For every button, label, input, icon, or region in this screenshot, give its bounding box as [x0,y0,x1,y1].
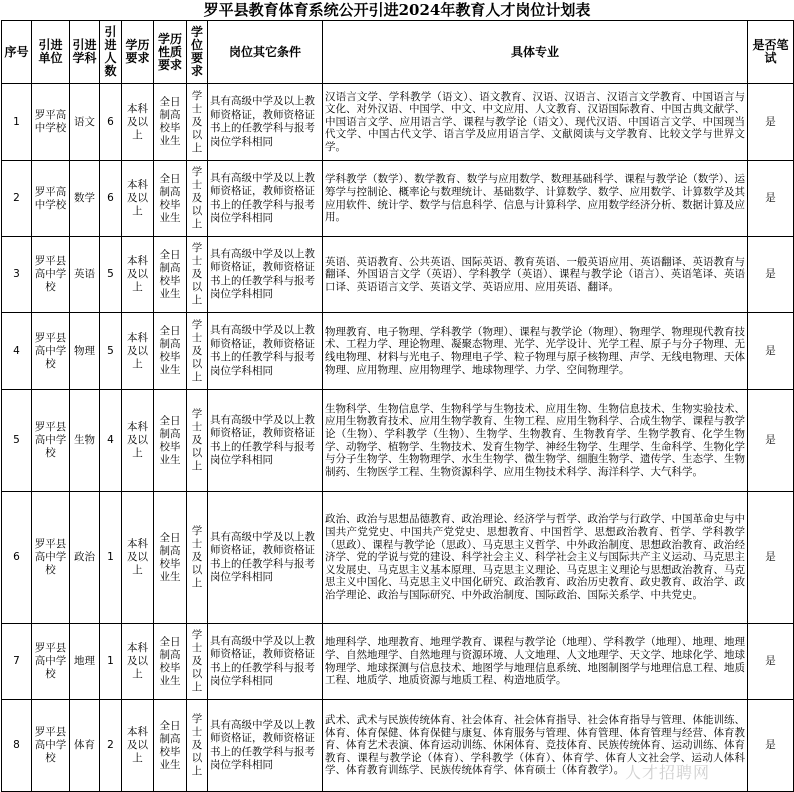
header-exam: 是否笔试 [748,21,794,84]
row-conditions: 具有高级中学及以上教师资格证，教师资格证书上的任教学科与报考岗位学科相同 [208,492,323,624]
row-count: 5 [100,237,122,313]
row-subject: 生物 [70,390,100,492]
row-edu-type: 全日制高校毕业生 [154,390,187,492]
table-row [2,84,794,161]
row-edu-type: 全日制高校毕业生 [154,237,187,313]
row-edu: 本科及以上 [122,161,154,237]
row-subject: 数学 [70,161,100,237]
row-unit: 罗平高中学校 [32,161,70,237]
header-edu: 学历要求 [122,21,154,84]
row-no: 3 [2,237,32,313]
row-count: 6 [100,161,122,237]
row-exam: 是 [748,161,794,237]
row-edu-type: 全日制高校毕业生 [154,700,187,792]
table-row [2,237,794,313]
row-conditions: 具有高级中学及以上教师资格证，教师资格证书上的任教学科与报考岗位学科相同 [208,161,323,237]
row-conditions: 具有高级中学及以上教师资格证，教师资格证书上的任教学科与报考岗位学科相同 [208,84,323,161]
row-conditions: 具有高级中学及以上教师资格证，教师资格证书上的任教学科与报考岗位学科相同 [208,624,323,700]
row-exam: 是 [748,492,794,624]
table-row [2,390,794,492]
row-edu: 本科及以上 [122,84,154,161]
row-edu-type: 全日制高校毕业生 [154,84,187,161]
row-major: 学科教学（数学）、数学教育、数学与应用数学、数理基础科学、课程与教学论（数学）、运筹学与控制论、概率论与数理统计、基础数学、计算数学、数学、应用数学、计算数学及其应用软件、统计学、数学与信息科学、信息与计算科学、应用数学经济分析、数据计算及应用。 [323,161,748,237]
row-major: 生物科学、生物信息学、生物科学与生物技术、应用生物、生物信息技术、生物实验技术、应用生物教育技术、应用生物学教育、生物工程、应用生物科学、合成生物学、课程与教学论（生物）、学科教学（生物）、生物学、生物教育、生物教育学、生物学教育、化学生物学、动物学、植物学、生物技术、发育生物学、神经生物学、生理学、生命科学、生物化学与分子生物学、生物物理学、水生生物学、微生物学、细胞生物学、遗传学、生态学、生物制药、生物医学工程、生物资源科学、应用生物技术科学、海洋科学、大气科学。 [323,390,748,492]
header-degree: 学位要求 [187,21,208,84]
header-major: 具体专业 [323,21,748,84]
table-row [2,161,794,237]
row-degree: 学士及以上 [187,237,208,313]
row-edu: 本科及以上 [122,313,154,390]
header-no: 序号 [2,21,32,84]
row-subject: 体育 [70,700,100,792]
row-exam: 是 [748,624,794,700]
row-no: 2 [2,161,32,237]
row-unit: 罗平县高中学校 [32,492,70,624]
row-no: 1 [2,84,32,161]
row-exam: 是 [748,237,794,313]
row-major: 物理教育、电子物理、学科教学（物理）、课程与教学论（物理）、物理学、物理现代教育技术、工程力学、理论物理、凝聚态物理、光学、光学设计、光学工程、原子与分子物理、无线电物理、材料与光电子、物理电子学、粒子物理与原子核物理、声学、无线电物理、天体物理、应用物理、应用物理学、地球物理学、力学、空间物理学。 [323,313,748,390]
row-conditions: 具有高级中学及以上教师资格证，教师资格证书上的任教学科与报考岗位学科相同 [208,390,323,492]
header-count: 引进人数 [100,21,122,84]
row-edu: 本科及以上 [122,700,154,792]
row-edu-type: 全日制高校毕业生 [154,624,187,700]
header-subject: 引进学科 [70,21,100,84]
header-unit: 引进单位 [32,21,70,84]
row-conditions: 具有高级中学及以上教师资格证，教师资格证书上的任教学科与报考岗位学科相同 [208,237,323,313]
row-degree: 学士及以上 [187,700,208,792]
row-count: 1 [100,624,122,700]
row-edu: 本科及以上 [122,237,154,313]
row-unit: 罗平高中学校 [32,84,70,161]
row-no: 6 [2,492,32,624]
row-exam: 是 [748,700,794,792]
row-subject: 地理 [70,624,100,700]
position-plan-table [1,20,794,792]
watermark: 人才招聘网 [625,763,711,782]
row-conditions: 具有高级中学及以上教师资格证，教师资格证书上的任教学科与报考岗位学科相同 [208,700,323,792]
row-exam: 是 [748,313,794,390]
row-conditions: 具有高级中学及以上教师资格证，教师资格证书上的任教学科与报考岗位学科相同 [208,313,323,390]
row-exam: 是 [748,84,794,161]
row-subject: 政治 [70,492,100,624]
row-count: 5 [100,313,122,390]
row-count: 2 [100,700,122,792]
row-count: 1 [100,492,122,624]
row-major: 地理科学、地理教育、地理学教育、课程与教学论（地理）、学科教学（地理）、地理、地理学、自然地理学、自然地理与资源环境、人文地理、人文地理学、天文学、地球化学、地球物理学、地球探测与信息技术、地图学与地理信息系统、地图制图学与地理信息工程、地质工程、地质学、地质资源与地质工程、构造地质学。 [323,624,748,700]
page-title: 罗平县教育体育系统公开引进2024年教育人才岗位计划表 [203,1,591,19]
row-edu-type: 全日制高校毕业生 [154,492,187,624]
row-count: 4 [100,390,122,492]
row-exam: 是 [748,390,794,492]
row-edu: 本科及以上 [122,390,154,492]
row-edu-type: 全日制高校毕业生 [154,313,187,390]
row-major: 汉语言文学、学科教学（语文）、语文教育、汉语、汉语言、汉语言文学教育、中国语言与文化、对外汉语、中国学、中文、中文应用、人文教育、汉语国际教育、中国古典文献学、中国语言文学、应用语言学、课程与教学论（语文）、现代汉语、中国语言文学、中国现当代文学、中国古代文学、语言学及应用语言学、文献阅读与文学教育、比较文学与世界文学。 [323,84,748,161]
table-row [2,313,794,390]
row-unit: 罗平县高中学校 [32,237,70,313]
row-no: 7 [2,624,32,700]
row-edu: 本科及以上 [122,624,154,700]
row-unit: 罗平县高中学校 [32,624,70,700]
table-row [2,624,794,700]
row-major: 政治、政治与思想品德教育、政治理论、经济学与哲学、政治学与行政学、中国革命史与中国共产党党史、中国共产党党史、思想教育、中国哲学、思想政治教育、哲学、学科教学（思政）、课程与教学论（思政）、马克思主义哲学、中外政治制度、思想政治教育、政治经济学、党的学说与党的建设、科学社会主义、科学社会主义与国际共产主义运动、马克思主义发展史、马克思主义基本原理、马克思主义理论、马克思主义理论与思想政治教育、马克思主义中国化、马克思主义中国化研究、政治教育、政治历史教育、政史教育、政治学、政治学理论、政治与国际研究、中外政治制度、国际政治、国际关系学、中共党史。 [323,492,748,624]
row-no: 8 [2,700,32,792]
row-count: 6 [100,84,122,161]
row-degree: 学士及以上 [187,390,208,492]
row-subject: 英语 [70,237,100,313]
header-edu-type: 学历性质要求 [154,21,187,84]
row-major: 英语、英语教育、公共英语、国际英语、教育英语、一般英语应用、英语翻译、英语教育与翻译、外国语言文学（英语）、学科教学（英语）、课程与教学论（语言）、英语笔译、英语口译、英语语言文学、英语文学、英语应用、应用英语、翻译。 [323,237,748,313]
table-header-row [2,21,794,84]
row-degree: 学士及以上 [187,492,208,624]
row-degree: 学士及以上 [187,313,208,390]
row-unit: 罗平县高中学校 [32,390,70,492]
row-edu-type: 全日制高校毕业生 [154,161,187,237]
row-no: 5 [2,390,32,492]
row-degree: 学士及以上 [187,84,208,161]
row-degree: 学士及以上 [187,624,208,700]
row-unit: 罗平县高中学校 [32,700,70,792]
row-no: 4 [2,313,32,390]
table-row [2,492,794,624]
row-major: 武术、武术与民族传统体育、社会体育、社会体育指导、社会体育指导与管理、体能训练、体育、体育保健、体育保健与康复、体育服务与管理、体育管理、体育管理与经营、体育教育、体育艺术表演、体育运动训练、休闲体育、竞技体育、民族传统体育、运动训练、体育教育、课程与教学论（体育）、学科教学（体育）、体育学、体育人文社会学、运动人体科学、体育教育训练学、民族传统体育学、体育硕士（体育教学）。 [323,700,748,792]
row-unit: 罗平县高中学校 [32,313,70,390]
row-subject: 物理 [70,313,100,390]
row-edu: 本科及以上 [122,492,154,624]
row-subject: 语文 [70,84,100,161]
header-conditions: 岗位其它条件 [208,21,323,84]
row-degree: 学士及以上 [187,161,208,237]
